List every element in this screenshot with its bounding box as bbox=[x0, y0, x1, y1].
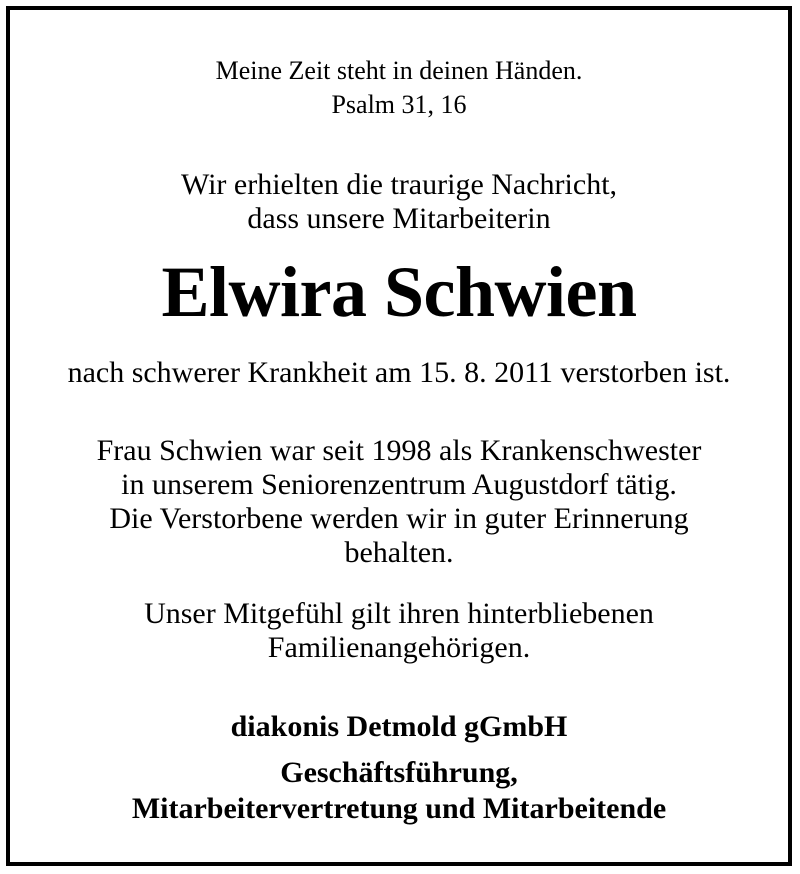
notice-border bbox=[6, 6, 792, 866]
career-line-3: Die Verstorbene werden wir in guter Erinnerung bbox=[109, 502, 689, 535]
condolence-line-1: Unser Mitgefühl gilt ihren hinterbliebenen bbox=[144, 597, 654, 630]
signature-line-2: Geschäftsführung, bbox=[280, 756, 518, 789]
deceased-name: Elwira Schwien bbox=[161, 252, 637, 332]
career-line-1: Frau Schwien war seit 1998 als Krankenschwester bbox=[96, 434, 702, 467]
death-notice: nach schwerer Krankheit am 15. 8. 2011 verstorben ist. bbox=[67, 356, 731, 389]
signature-line-3: Mitarbeitervertretung und Mitarbeitende bbox=[131, 792, 667, 825]
psalm-reference: Psalm 31, 16 bbox=[331, 90, 467, 119]
intro-line-2: dass unsere Mitarbeiterin bbox=[247, 202, 551, 235]
condolence-line-2: Familienangehörigen. bbox=[267, 631, 531, 664]
intro-line-1: Wir erhielten die traurige Nachricht, bbox=[180, 168, 618, 201]
career-line-4: behalten. bbox=[344, 536, 454, 569]
psalm-quote: Meine Zeit steht in deinen Händen. bbox=[215, 56, 583, 85]
signature-organization: diakonis Detmold gGmbH bbox=[230, 710, 568, 743]
obituary-notice bbox=[10, 10, 788, 862]
career-line-2: in unserem Seniorenzentrum Augustdorf tätig. bbox=[121, 468, 677, 501]
